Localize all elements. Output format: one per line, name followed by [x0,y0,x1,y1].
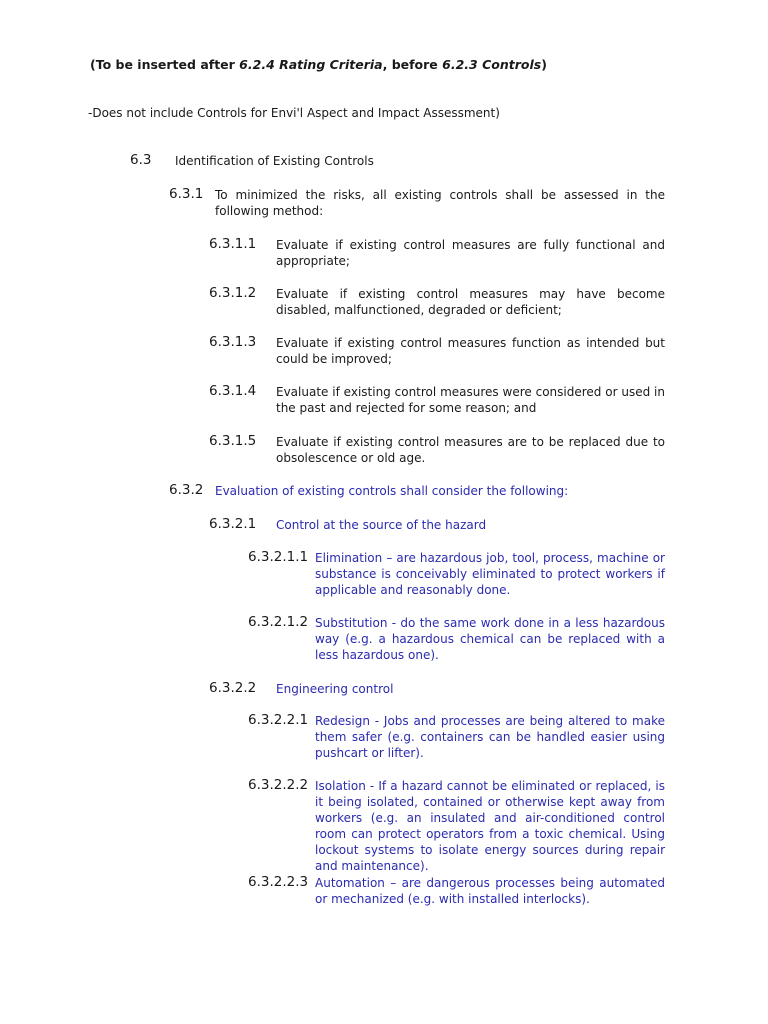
subclause-text: Evaluate if existing control measures are to be replaced due to obsolescence or old age. [276,435,665,465]
subclause-number: 6.3.1.3 [209,334,257,350]
clause-number: 6.3.2 [169,482,204,498]
clause-number: 6.3.1 [169,186,204,202]
subclause-text: Evaluate if existing control measures were considered or used in the past and rejected for some reason; and [276,385,665,415]
subclause-number: 6.3.1.4 [209,383,257,399]
item-number: 6.3.2.1.1 [248,549,309,565]
item-text: Elimination – are hazardous job, tool, process, machine or substance is conceivably eliminated to protect workers if applicable and reasonably done. [315,551,665,597]
scope-note: -Does not include Controls for Envi'l Aspect and Impact Assessment) [88,106,500,120]
item-number: 6.3.2.2.2 [248,777,309,793]
clause-text: To minimized the risks, all existing controls shall be assessed in the following method: [215,188,665,218]
clause-text: Evaluation of existing controls shall consider the following: [215,484,569,498]
subclause-number: 6.3.1.2 [209,285,257,301]
item-text: Substitution - do the same work done in a less hazardous way (e.g. a hazardous chemical can be replaced with a less hazardous one). [315,616,665,662]
insertion-header: (To be inserted after 6.2.4 Rating Criteria, before 6.2.3 Controls) [90,57,547,72]
item-text: Isolation - If a hazard cannot be eliminated or replaced, is it being isolated, contained or otherwise kept away from workers (e.g. an insulated and air-conditioned control room can protect operators from a toxic chemical. Using lockout systems to isolate energy sources during repair and maintenance). [315,779,665,873]
item-number: 6.3.2.2.1 [248,712,309,728]
subclause-number: 6.3.2.2 [209,680,257,696]
subclause-text: Engineering control [276,682,394,696]
subclause-text: Evaluate if existing control measures may have become disabled, malfunctioned, degraded or deficient; [276,287,665,317]
item-text: Redesign - Jobs and processes are being altered to make them safer (e.g. containers can be handled easier using pushcart or lifter). [315,714,665,760]
section-number: 6.3 [130,152,152,168]
item-number: 6.3.2.2.3 [248,874,309,890]
subclause-text: Control at the source of the hazard [276,518,487,532]
subclause-number: 6.3.1.5 [209,433,257,449]
subclause-text: Evaluate if existing control measures are fully functional and appropriate; [276,238,665,268]
section-title: Identification of Existing Controls [175,154,374,168]
item-text: Automation – are dangerous processes being automated or mechanized (e.g. with installed interlocks). [315,876,665,906]
subclause-number: 6.3.1.1 [209,236,257,252]
item-number: 6.3.2.1.2 [248,614,309,630]
subclause-number: 6.3.2.1 [209,516,257,532]
subclause-text: Evaluate if existing control measures function as intended but could be improved; [276,336,665,366]
